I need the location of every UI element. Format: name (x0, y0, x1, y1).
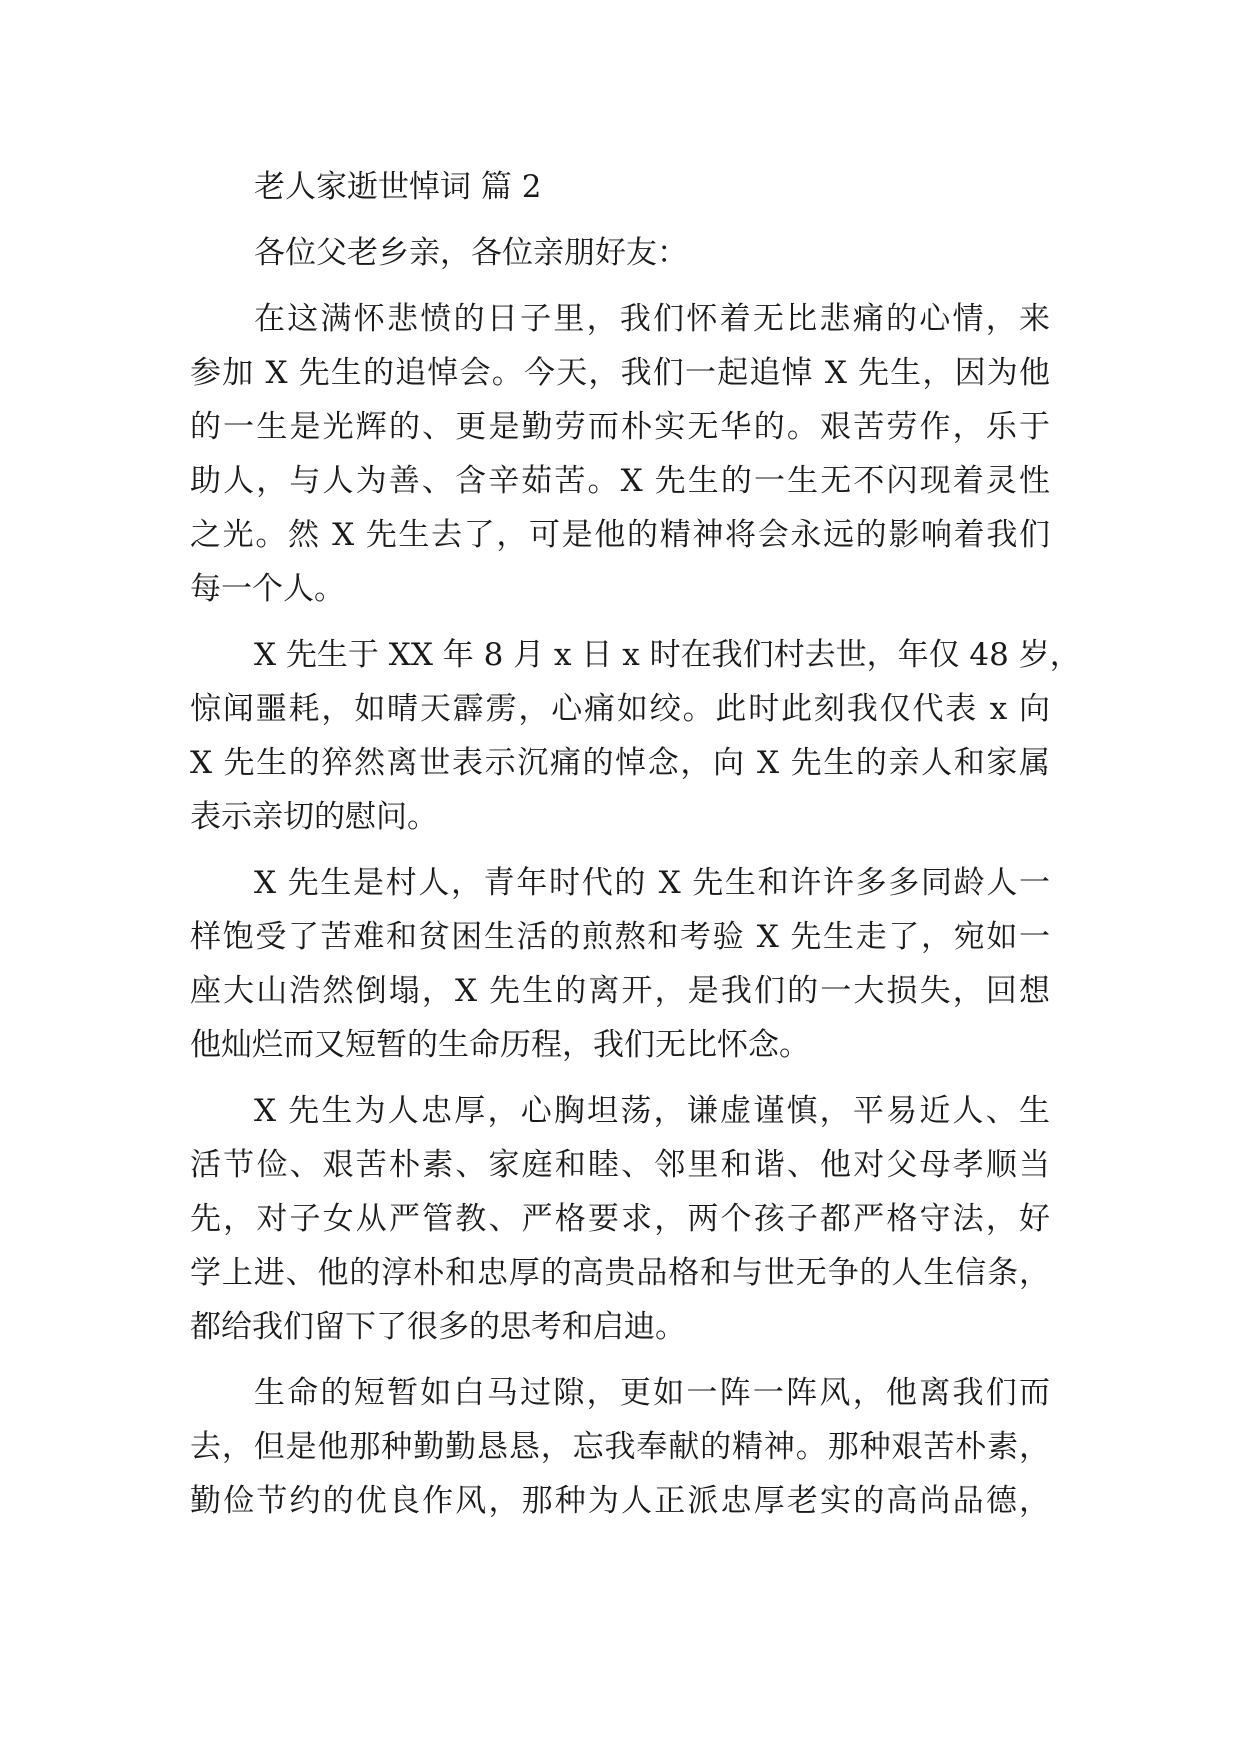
paragraph-2 (190, 628, 1081, 844)
paragraph-line: X 先生是村人，青年时代的 X 先生和许许多多同龄人一 (254, 865, 1050, 901)
paragraph-4 (190, 1084, 1050, 1354)
paragraph-line: 每一个人。 (190, 571, 345, 607)
paragraph-line: 生命的短暂如白马过隙，更如一阵一阵风，他离我们而 (254, 1375, 1050, 1411)
paragraph-line: 先，对子女从严管教、严格要求，两个孩子都严格守法，好 (190, 1201, 1050, 1237)
greeting-line: 各位父老乡亲，各位亲朋好友： (254, 235, 688, 271)
document-body (190, 160, 1081, 1528)
paragraph-line: 之光。然 X 先生去了，可是他的精神将会永远的影响着我们 (190, 517, 1050, 553)
paragraph-line: 都给我们留下了很多的思考和启迪。 (190, 1309, 686, 1345)
document-title: 老人家逝世悼词 篇 2 (254, 169, 542, 205)
paragraph-line: 活节俭、艰苦朴素、家庭和睦、邻里和谐、他对父母孝顺当 (190, 1147, 1050, 1183)
paragraph-line: 惊闻噩耗，如晴天霹雳，心痛如绞。此时此刻我仅代表 x 向 (190, 691, 1050, 727)
paragraph-line: 勤俭节约的优良作风，那种为人正派忠厚老实的高尚品德， (190, 1483, 1050, 1519)
paragraph-3 (190, 856, 1050, 1072)
paragraph-1 (190, 292, 1050, 616)
paragraph-line: 参加 X 先生的追悼会。今天，我们一起追悼 X 先生，因为他 (190, 355, 1050, 391)
paragraph-line: 在这满怀悲愤的日子里，我们怀着无比悲痛的心情，来 (254, 301, 1050, 337)
paragraph-line: 座大山浩然倒塌，X 先生的离开，是我们的一大损失，回想 (190, 973, 1050, 1009)
paragraph-line: 助人，与人为善、含辛茹苦。X 先生的一生无不闪现着灵性 (190, 463, 1050, 499)
paragraph-line: X 先生为人忠厚，心胸坦荡，谦虚谨慎，平易近人、生 (254, 1093, 1050, 1129)
paragraph-line: 表示亲切的慰问。 (190, 799, 438, 835)
paragraph-line: 的一生是光辉的、更是勤劳而朴实无华的。艰苦劳作，乐于 (190, 409, 1050, 445)
paragraph-line: 样饱受了苦难和贫困生活的煎熬和考验 X 先生走了，宛如一 (190, 919, 1050, 955)
paragraph-line: X 先生于 XX 年 8 月 x 日 x 时在我们村去世，年仅 48 岁， (254, 637, 1081, 673)
paragraph-line: 去，但是他那种勤勤恳恳，忘我奉献的精神。那种艰苦朴素， (190, 1429, 1050, 1465)
paragraph-5 (190, 1366, 1050, 1528)
paragraph-line: X 先生的猝然离世表示沉痛的悼念，向 X 先生的亲人和家属 (190, 745, 1050, 781)
paragraph-line: 学上进、他的淳朴和忠厚的高贵品格和与世无争的人生信条， (190, 1255, 1050, 1291)
paragraph-line: 他灿烂而又短暂的生命历程，我们无比怀念。 (190, 1027, 810, 1063)
